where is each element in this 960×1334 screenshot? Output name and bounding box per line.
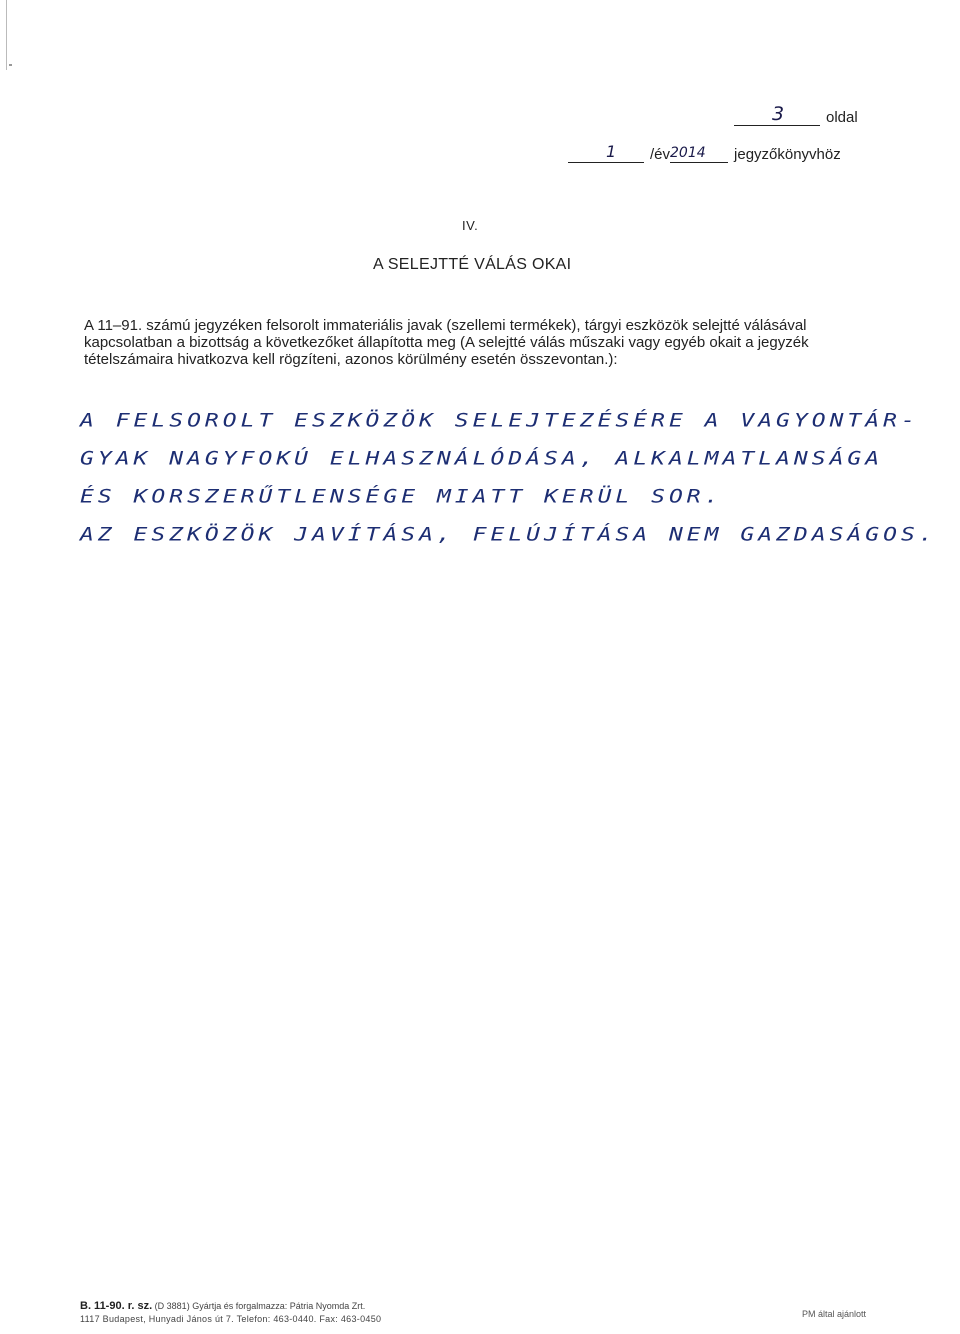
- handwritten-line: A FELSOROLT ESZKÖZÖK SELEJTEZÉSÉRE A VAGYONTÁR-: [80, 410, 919, 432]
- year-label: /év: [650, 146, 671, 163]
- section-title: A SELEJTTÉ VÁLÁS OKAI: [373, 256, 572, 273]
- record-number-value: 1: [606, 142, 617, 161]
- handwritten-line: AZ ESZKÖZÖK JAVÍTÁSA, FELÚJÍTÁSA NEM GAZDASÁGOS.: [80, 524, 937, 546]
- handwritten-reasons: [80, 402, 937, 554]
- footer-printer-info: [80, 1300, 500, 1324]
- page-number-line: [734, 103, 858, 126]
- footer-first-line: [80, 1300, 500, 1312]
- page-number-value: 3: [772, 103, 785, 125]
- record-label: jegyzőkönyvhöz: [734, 146, 841, 163]
- handwritten-line: ÉS KORSZERŰTLENSÉGE MIATT KERÜL SOR.: [80, 486, 723, 508]
- scan-edge-mark: [6, 0, 7, 70]
- address-line: 1117 Budapest, Hunyadi János út 7. Telefon: 463-0440. Fax: 463-0450: [80, 1314, 382, 1324]
- year-blank: [670, 145, 728, 163]
- handwritten-line: GYAK NAGYFOKÚ ELHASZNÁLÓDÁSA, ALKALMATLANSÁGA: [80, 448, 884, 470]
- page-label: oldal: [826, 109, 858, 126]
- section-number: IV.: [462, 218, 479, 233]
- intro-line: A 11–91. számú jegyzéken felsorolt immateriális javak (szellemi termékek), tárgyi eszközök selejtté válásával: [84, 317, 807, 334]
- scan-dot-mark: [9, 64, 12, 66]
- approval-note: PM által ajánlott: [802, 1309, 867, 1319]
- record-number-blank: [568, 142, 644, 163]
- printer-line: (D 3881) Gyártja és forgalmazza: Pátria Nyomda Zrt.: [154, 1301, 366, 1311]
- intro-paragraph: [84, 317, 874, 368]
- year-value: 2014: [670, 145, 706, 161]
- form-code: B. 11-90. r. sz.: [80, 1300, 153, 1312]
- page-number-blank: [734, 103, 820, 126]
- intro-line: kapcsolatban a bizottság a következőket állapította meg (A selejtté válás műszaki vagy egyéb okait a jegyzék: [84, 334, 809, 351]
- intro-line: tételszámaira hivatkozva kell rögzíteni, azonos körülmény esetén összevontan.):: [84, 351, 618, 368]
- record-number-line: [568, 142, 841, 163]
